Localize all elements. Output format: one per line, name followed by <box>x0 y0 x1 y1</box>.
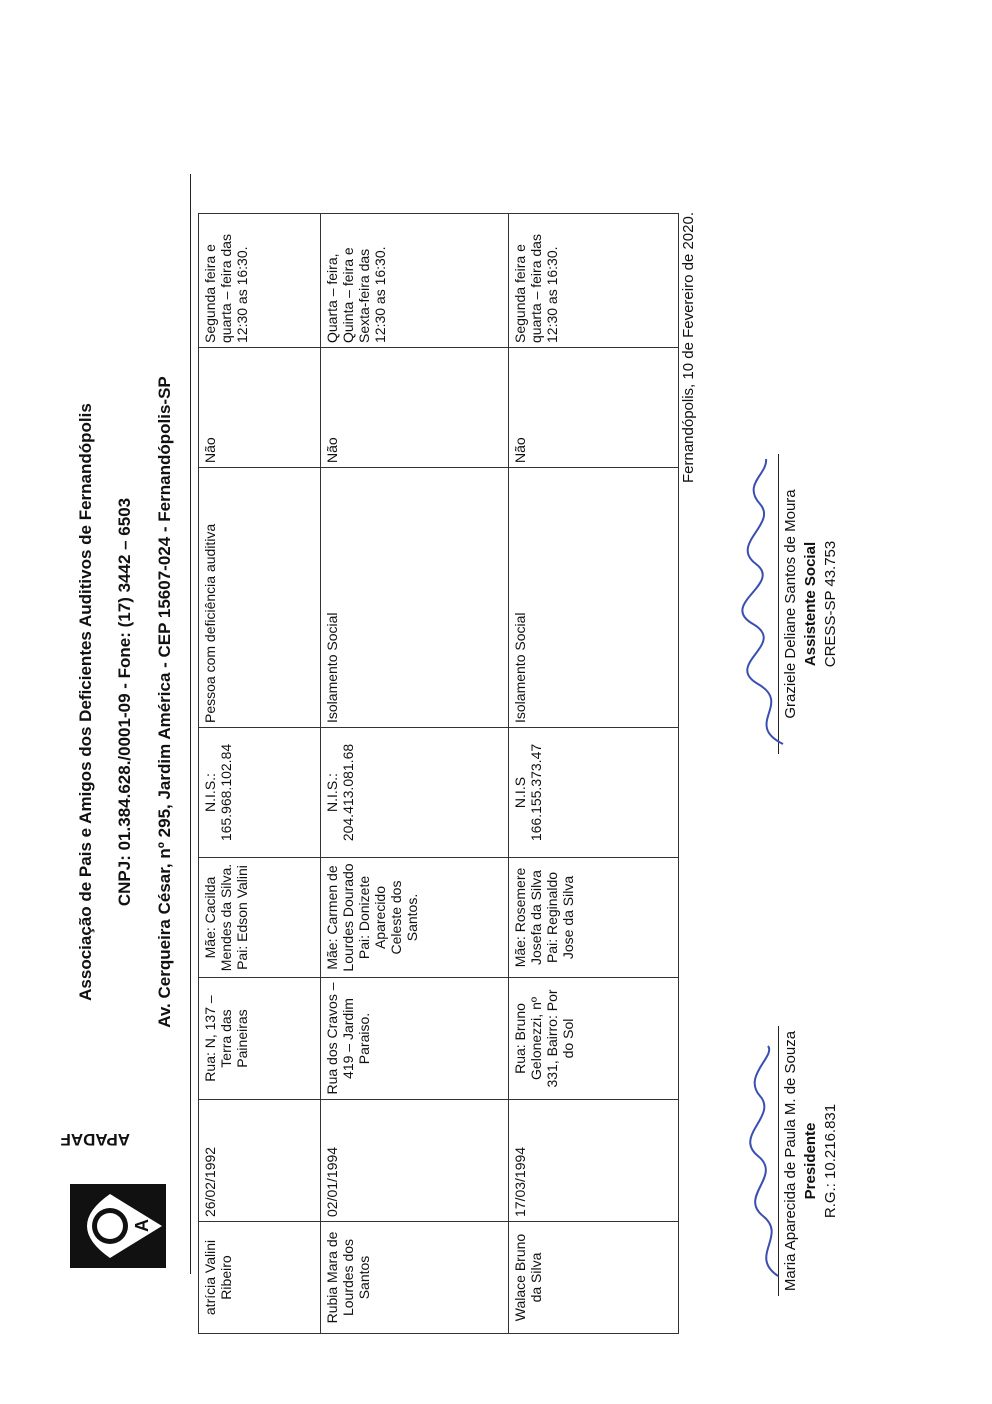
handwritten-signature-president <box>738 1026 798 1296</box>
birth-date-cell: 02/01/1994 <box>321 1100 509 1222</box>
logo-letter: A <box>132 1219 152 1232</box>
name-cell: atrícia Valini Ribeiro <box>199 1222 321 1334</box>
handwritten-signature-social-worker <box>738 454 798 754</box>
beneficiaries-table <box>198 213 679 1334</box>
org-address: Av. Cerqueira César, nº 295, Jardim América - CEP 15607-024 - Fernandópolis-SP <box>155 376 174 1028</box>
address-cell: Rua: Bruno Gelonezzi, nº 331, Bairro: Por do Sol <box>509 978 679 1100</box>
social-worker-id: CRESS-SP 43.753 <box>822 540 839 668</box>
nis-cell: N.I.S.: 204.413.081.68 <box>321 728 509 858</box>
nis-cell: N.I.S 166.155.373.47 <box>509 728 679 858</box>
org-name: Associação de Pais e Amigos dos Deficientes Auditivos de Fernandópolis <box>76 403 95 1001</box>
table-row <box>509 214 679 1334</box>
schedule-cell: Segunda feira e quarta – feira das 12:30 as 16:30. <box>199 214 321 348</box>
parents-cell: Mãe: Rosemere Josefa da Silva Pai: Reginaldo Jose da Silva <box>509 858 679 978</box>
birth-date-cell: 17/03/1994 <box>509 1100 679 1222</box>
president-name: Maria Aparecida de Paula M. de Souza <box>782 1030 799 1292</box>
header-divider <box>190 174 191 1274</box>
signature-block-social-worker <box>778 454 841 754</box>
schedule-cell: Quarta – feira, Quinta – feira e Sexta-feira das 12:30 as 16:30. <box>321 214 509 348</box>
schedule-cell: Segunda feira e quarta – feira das 12:30 as 16:30. <box>509 214 679 348</box>
address-cell: Rua: N, 137 – Terra das Paineiras <box>199 978 321 1100</box>
situation-cell: Pessoa com deficiência auditiva <box>199 468 321 728</box>
nis-cell: N.I.S.: 165.968.102.84 <box>199 728 321 858</box>
name-cell: Walace Bruno da Silva <box>509 1222 679 1334</box>
logo-text: APADAF <box>60 1130 130 1149</box>
social-worker-name: Graziele Deliane Santos de Moura <box>782 489 799 719</box>
social-worker-role: Assistente Social <box>802 541 819 667</box>
parents-cell: Mãe: Cacilda Mendes da Silva. Pai: Edson Valini <box>199 858 321 978</box>
situation-cell: Isolamento Social <box>509 468 679 728</box>
date-line: Fernandópolis, 10 de Fevereiro de 2020. <box>680 212 697 484</box>
answer-cell: Não <box>509 348 679 468</box>
table-row <box>199 214 321 1334</box>
president-id: R.G.: 10.216.831 <box>822 1103 839 1219</box>
situation-cell: Isolamento Social <box>321 468 509 728</box>
president-role: Presidente <box>802 1122 819 1200</box>
name-cell: Rubia Mara de Lourdes dos Santos <box>321 1222 509 1334</box>
cnpj-phone: CNPJ: 01.384.628./0001-09 - Fone: (17) 3442 – 6503 <box>115 497 134 907</box>
answer-cell: Não <box>321 348 509 468</box>
birth-date-cell: 26/02/1992 <box>199 1100 321 1222</box>
answer-cell: Não <box>199 348 321 468</box>
signature-block-president <box>778 1026 841 1296</box>
address-cell: Rua dos Cravos – 419 – Jardim Paraiso. <box>321 978 509 1100</box>
parents-cell: Mãe: Carmen de Lourdes Dourado Pai: Donizete Aparecido Celeste dos Santos. <box>321 858 509 978</box>
table-row <box>321 214 509 1334</box>
